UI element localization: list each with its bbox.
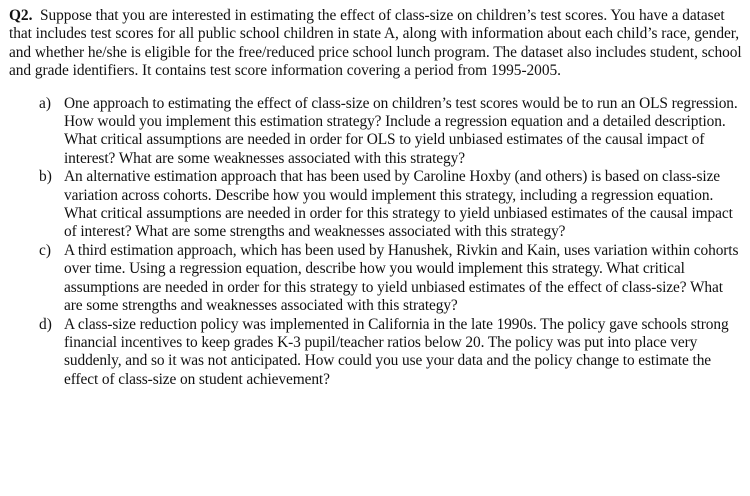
document-page: [9, 7, 744, 389]
question-part-c: [39, 242, 744, 316]
part-label: c): [39, 241, 51, 259]
question-number: Q2.: [9, 7, 33, 24]
question-part-b: [39, 168, 744, 242]
part-label: a): [39, 94, 51, 112]
question-intro: [9, 7, 744, 81]
question-parts-list: [9, 95, 744, 390]
part-label: d): [39, 315, 52, 333]
part-text: A class-size reduction policy was implemented in California in the late 1990s. The policy gave schools strong financial incentives to keep grades K-3 pupil/teacher ratios below 20. The policy was put into place very suddenly, and so it was not anticipated. How could you use your data and the policy change to estimate the effect of class-size on student achievement?: [64, 315, 729, 388]
part-text: An alternative estimation approach that has been used by Caroline Hoxby (and others) is based on class-size variation across cohorts. Describe how you would implement this strategy, including a regression equation. What critical assumptions are needed in order for this strategy to yield unbiased estimates of the causal impact of interest? What are some strengths and weaknesses associated with this strategy?: [64, 168, 733, 241]
part-label: b): [39, 168, 52, 186]
part-text: A third estimation approach, which has been used by Hanushek, Rivkin and Kain, uses variation within cohorts over time. Using a regression equation, describe how you would implement this strategy. What critical assumptions are needed in order for this strategy to yield unbiased estimates of the effect of class-size? What are some strengths and weaknesses associated with this strategy?: [64, 241, 739, 315]
question-part-d: [39, 316, 744, 390]
question-part-a: [39, 95, 744, 169]
question-intro-text: Suppose that you are interested in estimating the effect of class-size on children’s test scores. You have a dataset that includes test scores for all public school children in state A, along with information about each child’s race, gender, and whether he/she is eligible for the free/reduced price school lunch program. The dataset also includes student, school and grade identifiers. It contains test score information covering a period from 1995-2005.: [9, 7, 742, 80]
part-text: One approach to estimating the effect of class-size on children’s test scores would be to run an OLS regression. How would you implement this estimation strategy? Include a regression equation and a detailed description. What critical assumptions are needed in order for OLS to yield unbiased estimates of the causal impact of interest? What are some weaknesses associated with this strategy?: [64, 94, 738, 167]
